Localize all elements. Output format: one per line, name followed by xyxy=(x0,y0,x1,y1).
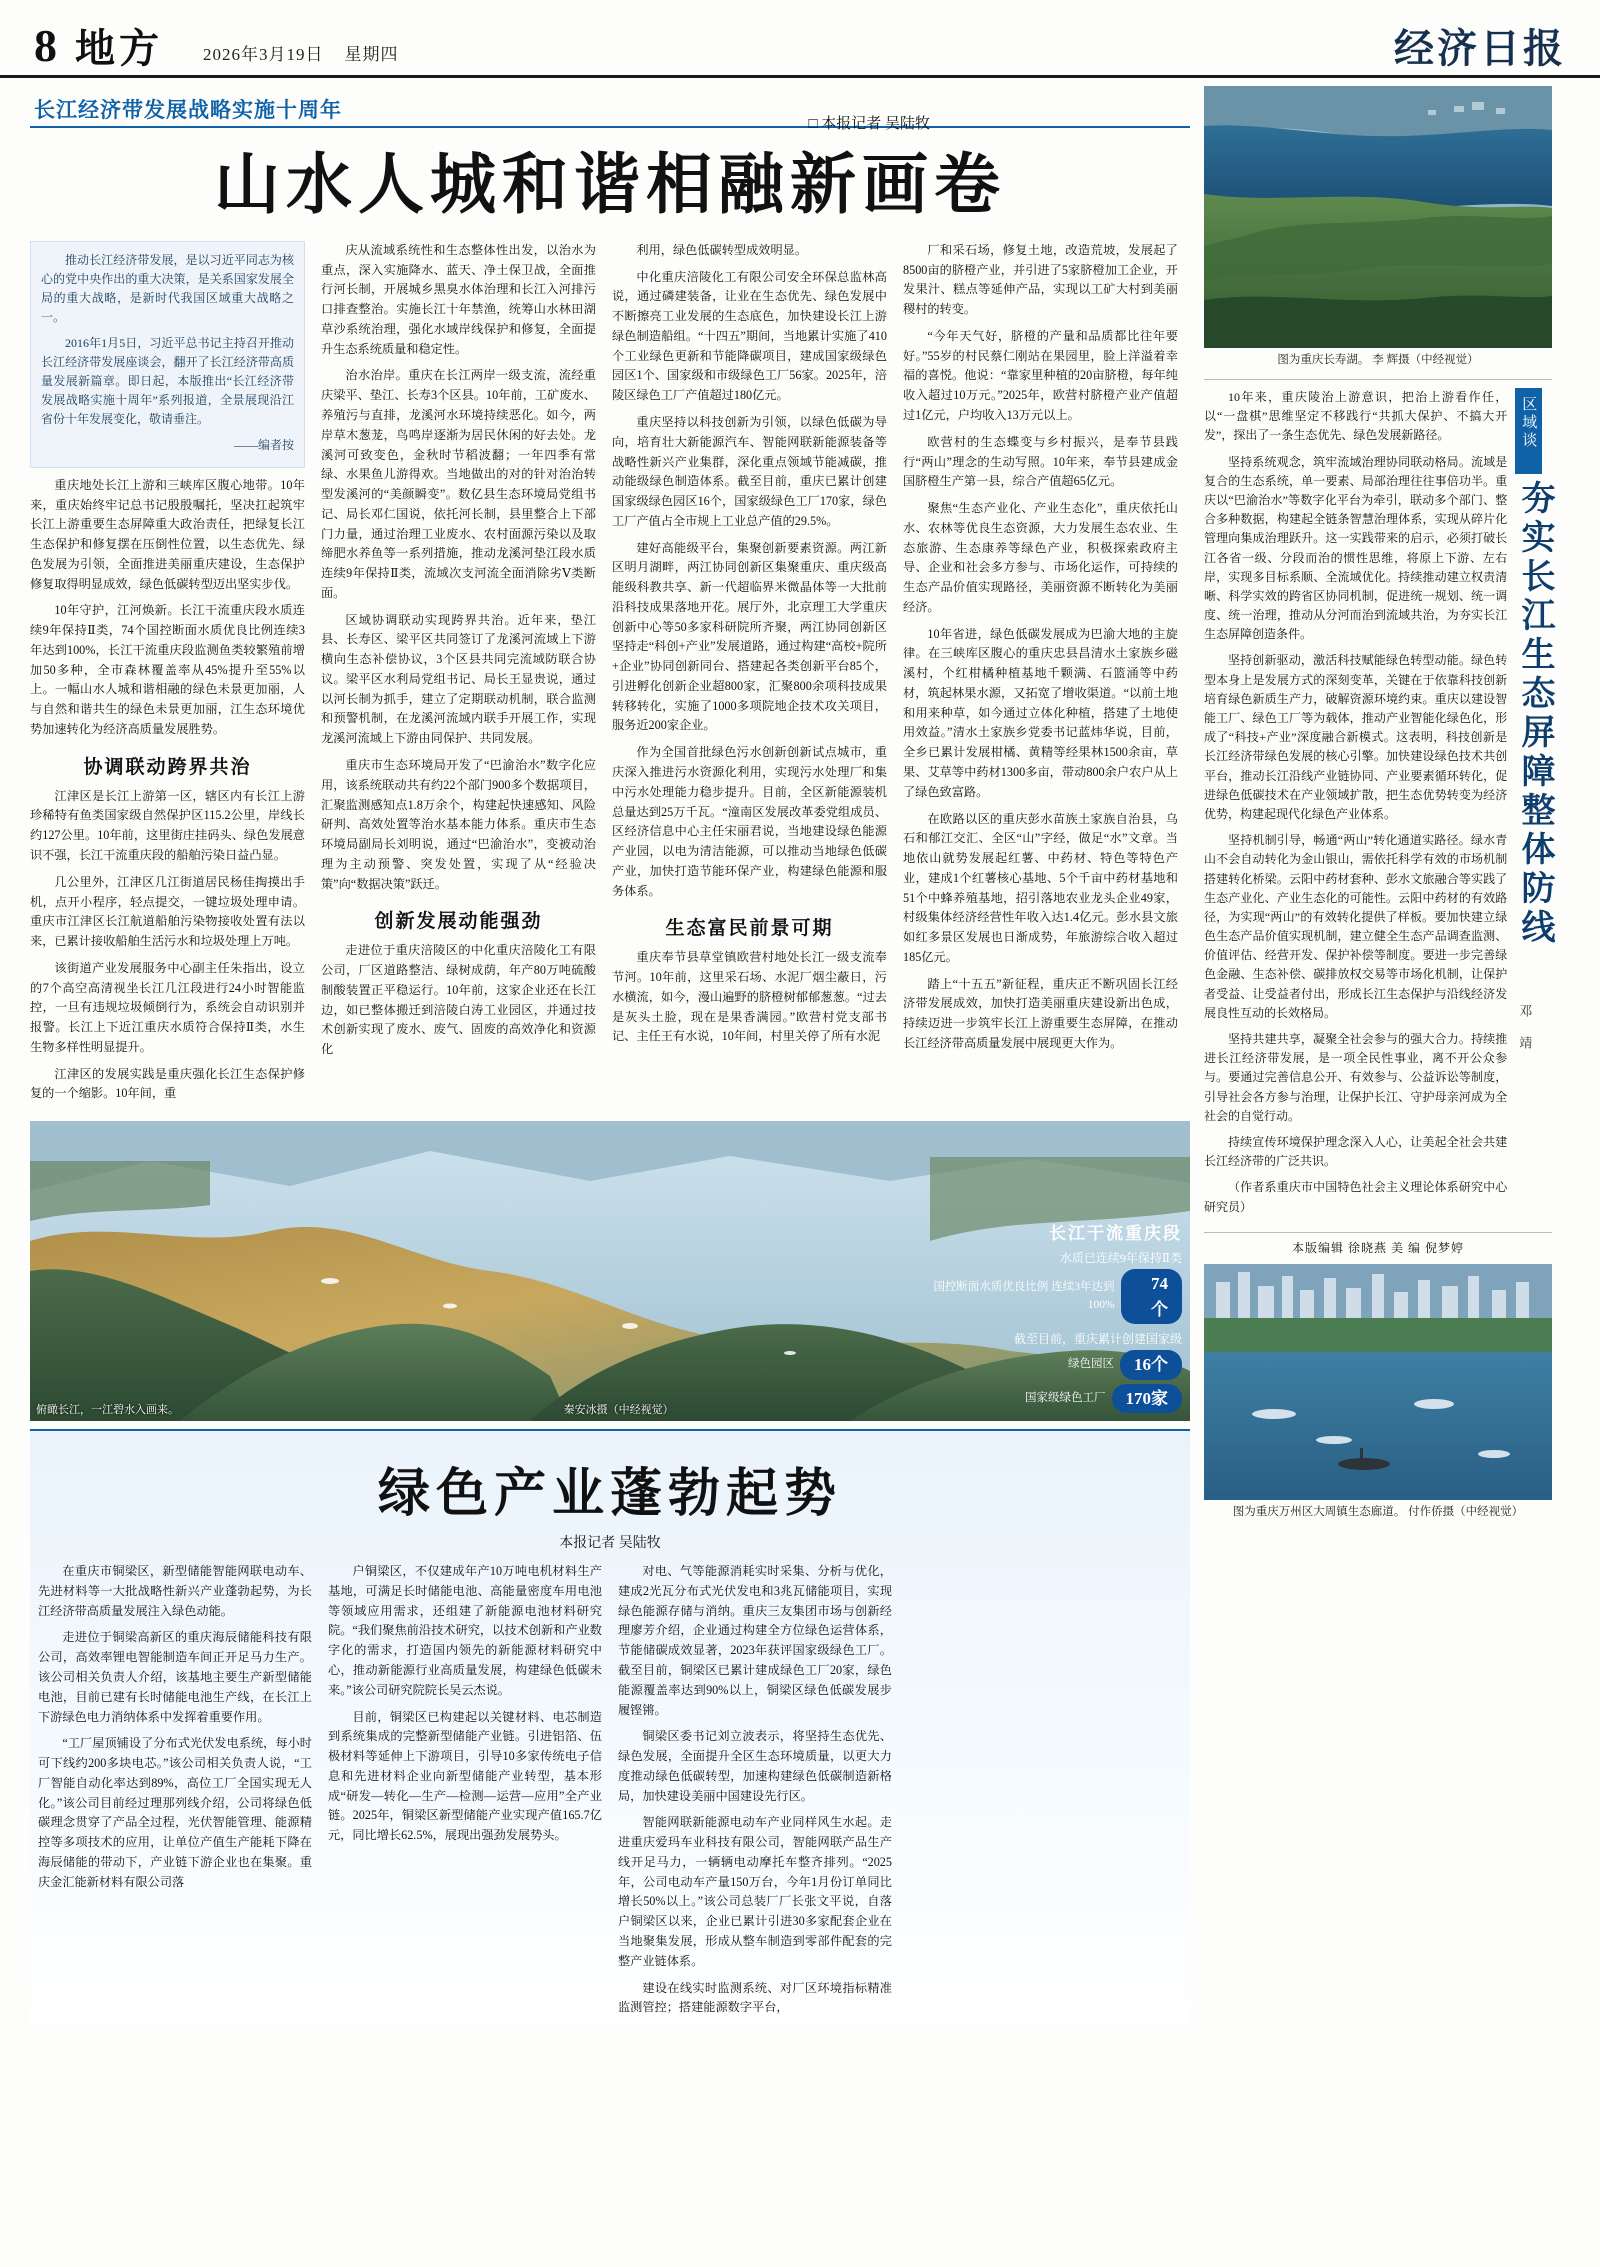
editor-note-p2: 2016年1月5日，习近平总书记主持召开推动长江经济带发展座谈会，翻开了长江经济带高质量发展新篇章。即日起，本版推出“长江经济带发展战略实施十周年”系列报道，全景展现沿江省份十年发展变化，敬请垂注。 xyxy=(41,335,294,427)
lower-columns xyxy=(30,1562,1190,2025)
masthead xyxy=(0,0,1600,78)
lead-columns xyxy=(30,241,1190,1111)
c3-subhead: 生态富民前景可期 xyxy=(665,918,834,940)
c2-p5: 走进位于重庆涪陵区的中化重庆涪陵化工有限公司，厂区道路整洁、绿树成荫，年产80万吨硫酸制酸装置正平稳运行。10年前，这家企业还在长江边，如已整体搬迁到涪陵白涛工业园区，并通过技术创新实现了废水、废气、固废的高效净化和资源化 xyxy=(321,943,596,1057)
hero-stat-74 xyxy=(910,1267,1182,1326)
right-rail xyxy=(1204,86,1552,2025)
lower-byline: 本报记者 吴陆牧 xyxy=(559,1536,661,1552)
hero-data-box xyxy=(910,1221,1182,1416)
l2-p2: 目前，铜梁区已构建起以关键材料、电芯制造到系统集成的完整新型储能产业链。引进铝箔、伍极材料等延伸上下游项目，引导10多家传统电子信息和先进材料企业向新型储能产业转型，基本形成“研发—转化—生产—检测—运营—应用”全产业链。2025年，铜梁区新型储能产业实现产值165.7亿元，同比增长62.5%，展现出强劲发展势头。 xyxy=(328,1709,602,1843)
lead-column-1 xyxy=(30,241,305,1111)
lead-byline: □ 本报记者 吴陆牧 xyxy=(808,116,930,132)
l1-p1: 在重庆市铜梁区，新型储能智能网联电动车、先进材料等一大批战略性新兴产业蓬勃起势，为长江经济带高质量发展注入绿色动能。 xyxy=(38,1564,312,1618)
hero-caption-right: 秦安冰摄（中经视觉） xyxy=(563,1404,674,1417)
c4-p2: “今年天气好，脐橙的产量和品质都比往年要好。”55岁的村民蔡仁刚站在果园里，脸上洋溢着幸福的喜悦。他说：“靠家里种植的20亩脐橙，每年纯收入超过10万元。”2025年，欧营村脐橙产业产值超过1亿元，户均收入13万元以上。 xyxy=(903,328,1178,422)
hero-stat-170-label: 国家级绿色工厂 xyxy=(1025,1391,1106,1404)
commentary-text xyxy=(1204,388,1507,1224)
c3-p2: 中化重庆涪陵化工有限公司安全环保总监林高说，通过磷建装备，让业在生态优先、绿色发展中不断擦亮工业发展的生态底色，加快建设长江上游绿色制造船组。“十四五”期间，当地累计实施了410个工业绿色更新和节能降碳项目，建成国家级绿色园区1个、国家级和市级绿色工厂56家。2025年，涪陵区绿色工厂产值超过180亿元。 xyxy=(612,269,887,403)
lower-column-2 xyxy=(328,1562,602,2025)
commentary-tag: 区域谈 xyxy=(1515,388,1542,474)
lower-column-1 xyxy=(38,1562,312,2025)
r-p2: 坚持系统观念，筑牢流域治理协同联动格局。流域是复合的生态系统，单一要素、局部治理往往事倍功半。重庆以“巴渝治水”等数字化平台为牵引，联动多个部门、整合多种数据，构建起全链条智慧治理体系，实现从碎片化管理向集成治理跃升。这一实践带来的启示，必须打破长江各省一级、分段而治的惯性思维，将原上下游、左右岸，实现多目标系顺、全流域优化。持续推动建立权责清晰、科学实效的跨省区协同机制，促进统一规划、统一调度、统一治理，推动从分河而治到流域共治，为夯实长江生态屏障创造条件。 xyxy=(1204,454,1508,642)
rail-photo-bottom xyxy=(1204,1264,1552,1500)
hero-stat-16 xyxy=(910,1348,1182,1382)
r-p6: 持续宣传环境保护理念深入人心，让美起全社会共建长江经济带的广泛共识。 xyxy=(1204,1134,1508,1169)
hero-asof: 截至目前，重庆累计创建国家级 xyxy=(1013,1332,1182,1347)
editor-note xyxy=(30,241,305,468)
c4-p3: 欧营村的生态蝶变与乡村振兴，是奉节县践行“两山”理念的生动写照。10年来，奉节县建成金国脐橙生产第一县，综合产值超65亿元。 xyxy=(903,434,1178,489)
commentary-author: 邓 靖 xyxy=(1517,1004,1533,1051)
l1-p3: “工厂屋顶铺设了分布式光伏发电系统，每小时可下线约200多块电芯。”该公司相关负责人说，“工厂智能自动化率达到89%，高位工厂全国实现无人化。”该公司目前经过理那列线介绍，公司将绿色低碳理念贯穿了产品全过程，光伏智能管理、能源精控等多项技术的应用，让单位产值生产能耗下降在海辰储能的带动下，产业链下游企业也在集聚。重庆金汇能新材料有限公司落 xyxy=(38,1736,312,1889)
c3-p4: 建好高能级平台，集聚创新要素资源。两江新区明月湖畔，两江协同创新区集聚重庆、重庆级高能级科教共享、新一代超临界米微晶体等一大批前沿科技成果落地开花。展厅外，北京理工大学重庆创新中心等50多家科研院所齐聚，两江协同创新区坚持走“科创+产业”发展道路，通过构建“高校+院所+企业”协同创新同台、搭建起各类创新平台85个，引进孵化创新企业超800家，汇聚800余项科技成果转移转化，实施了1000多项院地企技术攻关项目，服务近200家企业。 xyxy=(612,540,887,733)
lower-column-4 xyxy=(908,1562,1182,2025)
hero-data-sub: 水质已连续9年保持Ⅱ类 xyxy=(1059,1251,1182,1266)
c1-p1: 重庆地处长江上游和三峡库区腹心地带。10年来，重庆始终牢记总书记殷殷嘱托，坚决扛起筑牢长江上游重要生态屏障重大政治责任，把绿复长江生态保护和修复摆在压倒性位置，以生态优先、绿色发展为引领，全面推进美丽重庆建设，生态保护修复取得明显成效，绿色低碳转型迈出坚实步伐。 xyxy=(30,477,305,591)
l3-p1: 对电、气等能源消耗实时采集、分析与优化，建成2光瓦分布式光伏发电和3兆瓦储能项目，实现绿色能源存储与消纳。重庆三友集团市场与创新经理廖芳介绍，企业通过构建全方位绿色运营体系，节能储碳成效显著，2023年获评国家级绿色工厂。截至目前，铜梁区已累计建成绿色工厂20家，绿色能源覆盖率达到90%以上，铜梁区绿色低碳发展步履铿锵。 xyxy=(618,1564,892,1717)
date-text: 2026年3月19日 xyxy=(203,45,324,64)
hero-stat-170 xyxy=(910,1382,1182,1416)
rail-photo-bottom-caption: 图为重庆万州区大周镇生态廊道。 付作侨摄（中经视觉） xyxy=(1232,1505,1524,1518)
hero-stat-16-label: 绿色园区 xyxy=(1068,1358,1114,1371)
r-p4: 坚持机制引导，畅通“两山”转化通道实路径。绿水青山不会自动转化为金山银山，需依托科学有效的市场机制搭建转化桥梁。云阳中药材套种、彭水文旅融合等实践了生态产业化、产业生态化的可能性。云阳中药材的有效路径，为实现“两山”的有效转化提供了样板。要加快建立绿色生态产品价值实现机制，建立健全生态产品调查监测、价值评估、经营开发、保护补偿等制度。要进一步完善绿色金融、生态补偿、碳排放权交易等市场化机制，让保护者受益、让受益者付出，形成长江生态保护与沿线经济发展良性互动的长效格局。 xyxy=(1204,833,1508,1020)
hero-stat-74-label: 国控断面水质优良比例 连续3年达到100% xyxy=(933,1281,1115,1311)
c1-p5: 该街道产业发展服务中心副主任朱指出，设立的7个高空高清视坐长江几江段进行24小时智能监控，一旦有违规垃圾倾倒行为，系统会自动识别并报警。长江上下近江重庆水质符合保持Ⅱ类，水生生物多样性明显提升。 xyxy=(30,960,305,1054)
lead-column-4 xyxy=(903,241,1178,1111)
kicker-label: 长江经济带发展战略实施十周年 xyxy=(34,98,342,122)
lead-column-3 xyxy=(612,241,887,1111)
paper-name: 经济日报 xyxy=(1394,26,1566,71)
lower-article xyxy=(30,1429,1190,2025)
l1-p2: 走进位于铜梁高新区的重庆海辰储能科技有限公司，高效率锂电智能制造车间正开足马力生产。该公司相关负责人介绍，该基地主要生产新型储能电池，目前已建有长时储能电池生产线，在长江上下游绿色电力消纳体系中发挥着重要作用。 xyxy=(38,1630,312,1724)
weekday-text: 星期四 xyxy=(344,45,399,64)
hero-stat-74-pill: 74个 xyxy=(1121,1269,1182,1324)
c1-p2: 10年守护，江河焕新。长江干流重庆段水质连续9年保持Ⅱ类，74个国控断面水质优良比例连续3年达到100%，长江干流重庆段监测鱼类较繁殖前增加50多种，全市森林覆盖率从45%提升至55%以上。一幅山水人城和谐相融的绿色未景更加丽，人与自然和谐共生的绿色未景更加丽，江生态环境优势加速转化为经济高质量发展胜势。 xyxy=(30,603,305,736)
lower-column-3 xyxy=(618,1562,892,2025)
l3-p3: 智能网联新能源电动车产业同样风生水起。走进重庆爱玛车业科技有限公司，智能网联产品生产线开足马力，一辆辆电动摩托车整齐排列。“2025年，公司电动车产量150万台，今年1月份订单同比增长50%以上。”该公司总装厂厂长张文平说，自落户铜梁区以来，企业已累计引进30多家配套企业在当地聚集发展，形成从整车制造到零部件配套的完整产业链体系。 xyxy=(618,1815,892,1968)
c3-p6: 重庆奉节县草堂镇欧营村地处长江一级支流奉节河。10年前，这里采石场、水泥厂烟尘蔽日，污水横流，如今，漫山遍野的脐橙树郁郁葱葱。“过去是灰头土脸，现在是果香满园。”欧营村党支部书记、主任王有水说，10年间，村里关停了所有水泥 xyxy=(612,950,887,1044)
section-title: 地方 xyxy=(75,26,163,71)
c3-p3: 重庆坚持以科技创新为引领，以绿色低碳为导向，培育壮大新能源汽车、智能网联新能源装备等战略性新兴产业集群，深化重点领域节能减碳，推动能级绿色制造体系。截至目前，重庆已累计创建国家级绿色园区16个，国家级绿色工厂170家，绿色工厂产值占全市规上工业总产值的29.5%。 xyxy=(612,415,887,528)
c4-p5: 10年省进，绿色低碳发展成为巴渝大地的主旋律。在三峡库区腹心的重庆忠县昌清水土家族乡磁溪村，个红柑橘种植基地千颗满、石篮涌等中药材，筑起林果水源，又拓宽了增收渠道。“以前土地和用来种草，如今通过立体化种植，搭建了土地使用效益。”清水土家族乡党委书记蓝炜华说，目前，全乡已累计发展柑橘、黄精等经果林1500余亩，草果、艾草等中药材1300多亩，带动800余户农户从上了绿色致富路。 xyxy=(903,626,1178,799)
hero-data-title: 长江干流重庆段 xyxy=(1049,1223,1182,1243)
rail-photo-top xyxy=(1204,86,1552,348)
commentary-block xyxy=(1204,379,1552,1224)
rail-photo-top-caption: 图为重庆长寿湖。 李 辉摄（中经视觉） xyxy=(1277,354,1479,366)
c1-subhead: 协调联动跨界共治 xyxy=(83,756,252,778)
lake-photo-illustration xyxy=(1204,86,1552,348)
c2-p1: 庆从流域系统性和生态整体性出发，以治水为重点，深入实施降水、蓝天、净土保卫战，全面推行河长制，开展城乡黑臭水体治理和长江入河排污口排查整治。实施长江十年禁渔，统筹山水林田湖草沙系统治理，强化水域岸线保护和修复，全面提升生态系统质量和稳定性。 xyxy=(321,242,596,356)
c3-p5: 作为全国首批绿色污水创新创新试点城市，重庆深入推进污水资源化利用，实现污水处理厂和集中污水处理能力稳步提升。目前，全区新能源装机总量达到25万千瓦。“潼南区发展改革委党组成员、区经济信息中心主任宋丽君说，当地建设绿色能源产业园，以电为清洁能源，可以推动当地绿色低碳产业，加快打造节能环保产业，构建绿色能源和服务体系。 xyxy=(612,745,887,898)
editor-note-p1: 推动长江经济带发展，是以习近平同志为核心的党中央作出的重大决策，是关系国家发展全局的重大战略，是新时代我国区域重大战略之一。 xyxy=(41,252,294,325)
riverside-photo-illustration xyxy=(1204,1264,1552,1500)
c2-p4: 重庆市生态环境局开发了“巴渝治水”数字化应用，该系统联动共有约22个部门900多个数据项目，汇聚监测感知点1.8万余个，构建起快速感知、风险研判、高效处置等治水基本能力体系。重庆市生态环境局副局长刘明说，通过“巴渝治水”，变被动治理为主动预警、突发处置，实现了从“经验决策”向“数据决策”跃迁。 xyxy=(321,758,596,891)
l2-p1: 户铜梁区，不仅建成年产10万吨电机材料生产基地，可满足长时储能电池、高能量密度车用电池等领域应用需求，还组建了新能源电池材料研究院。“我们聚焦前沿技术研究，以技术创新和产业数字化的需求，打造国内领先的新能源材料研究中心，推动新能源行业高质量发展，构建绿色低碳未来。”该公司研究院院长吴云杰说。 xyxy=(328,1564,602,1697)
c4-p4: 聚焦“生态产业化、产业生态化”，重庆依托山水、农林等优良生态资源，大力发展生态农业、生态旅游、生态康养等绿色产业，积极探索政府主导、企业和社会多方参与、市场化运作，可持续的生态产品价值实现路径，美丽资源不断转化为美丽经济。 xyxy=(903,501,1178,614)
c1-p3: 江津区是长江上游第一区，辖区内有长江上游珍稀特有鱼类国家级自然保护区115.2公里，岸线长约127公里。10年前，这里街庄挂码头、绿色发展意识不强，长江干流重庆段的船舶污染日益凸显。 xyxy=(30,788,305,862)
r-p5: 坚持共建共享，凝聚全社会参与的强大合力。持续推进长江经济带发展，是一项全民性事业，离不开公众参与。要通过完善信息公开、有效参与、公益诉讼等制度，引导社会各方参与治理，让保护长江、守护母亲河成为全社会的自觉行动。 xyxy=(1204,1032,1508,1123)
editor-note-signature: ——编者按 xyxy=(233,437,294,452)
c2-p2: 治水治岸。重庆在长江两岸一级支流，流经重庆梁平、垫江、长寿3个区县。10年前，工矿废水、养殖污与直排，龙溪河水环境持续恶化。如今，两岸草木葱茏，鸟鸣岸逐渐为居民休闲的好去处。龙溪河可致变色，金秋时节稻波翻；一年四季有常绿、水果鱼儿游得欢。当地做出的对的针对治治转型发溪河的“美颜瞬变”。数亿县生态环境局党组书记、局长邓仁国说，依托河长制，县里整合上下部门力量，通过治理工业废水、农村面源污染以及取缔肥水养鱼等一系列措施，推动龙溪河垫江段水质连续9年保持Ⅱ类，流域次支河流全面消除劣Ⅴ类断面。 xyxy=(321,368,596,600)
l3-p4: 建设在线实时监测系统、对厂区环境指标精准监测管控；搭建能源数字平台， xyxy=(618,1980,892,2015)
r-p3: 坚持创新驱动，激活科技赋能绿色转型动能。绿色转型本身上是发展方式的深刻变革，关键在于依靠科技创新培育绿色新质生产力，破解资源环境约束。重庆以建设智能工厂、绿色工厂等为载体，推动产业智能化绿色化，形成了“科技+产业”深度融合新模式。这表明，科技创新是长江经济带绿色发展的核心引擎。加快建设绿色技术共创平台，推动长江沿线产业链协同、产业要素循环转化，促进绿色低碳技术在产业领域扩散，把生态优势转变为经济优势，构建起现代化绿色产业体系。 xyxy=(1204,653,1508,821)
c2-p3: 区域协调联动实现跨界共治。近年来，垫江县、长寿区、梁平区共同签订了龙溪河流域上下游横向生态补偿协议，3个区县共同完流域防联合协议。梁平区水利局党组书记、局长王显贵说，通过以河长制为抓手，建立了定期联动机制，联合监测和预警机制，在龙溪河流域内联手开展工作，实现龙溪河流域上下游由同保护、共同发展。 xyxy=(321,612,596,746)
hero-stat-170-pill: 170家 xyxy=(1112,1384,1183,1414)
c4-p1: 厂和采石场，修复土地，改造荒坡，发展起了8500亩的脐橙产业，并引进了5家脐橙加工企业，开发果汁、糕点等延伸产品，实现以工矿大村到美丽稷村的转变。 xyxy=(903,242,1178,317)
hero-stat-16-pill: 16个 xyxy=(1120,1350,1182,1380)
c4-p7: 踏上“十五五”新征程，重庆正不断巩固长江经济带发展成效，加快打造美丽重庆建设新出色成，持续迈进一步筑牢长江上游重要生态屏障，在推动长江经济带高质量发展中展现更大作为。 xyxy=(903,976,1178,1050)
c1-p4: 几公里外，江津区几江街道居民杨佳掏摸出手机，点开小程序，轻点提交，一键垃圾处理申请。重庆市江津区长江航道船舶污染物接收处置有法以来，已累计接收船舶生活污水和垃圾处理上万吨。 xyxy=(30,874,305,949)
l3-p2: 铜梁区委书记刘立波表示，将坚持生态优先、绿色发展，全面提升全区生态环境质量，以更大力度推动绿色低碳转型，加速构建绿色低碳制造新格局，加快建设美丽中国建设先行区。 xyxy=(618,1729,892,1803)
main-article-zone xyxy=(30,86,1190,2025)
lead-column-2 xyxy=(321,241,596,1111)
c4-p6: 在欧路以区的重庆彭水苗族土家族自治县，乌石和郁江交汇、全区“山”字经，做足“水”文章。当地依山就势发展起红薯、中药材、特色等特色产业，建成1个红薯核心基地、5个千亩中药材基地和51个中蜂养殖基地，招引落地农业龙头企业49家，村级集体经济经营性年收入达1.4亿元。彭水县文旅如红多景区发展也日渐成势，年旅游综合收入超过185亿元。 xyxy=(903,811,1178,964)
commentary-headline: 夯实长江生态屏障整体防线 xyxy=(1516,480,1553,948)
c3-p1: 利用，绿色低碳转型成效明显。 xyxy=(636,242,808,257)
hero-caption-left: 俯瞰长江，一江碧水入画来。 xyxy=(36,1404,179,1417)
publish-date xyxy=(203,46,399,63)
lead-headline: 山水人城和谐相融新画卷 xyxy=(214,149,1006,222)
page-editors: 本版编辑 徐晓燕 美 编 倪梦婷 xyxy=(1204,1232,1552,1256)
r-p1: 10年来，重庆陵治上游意识，把治上游看作任，以“一盘棋”思维坚定不移践行“共抓大保护、不搞大开发”，探出了一条生态优先、绿色发展新路径。 xyxy=(1204,390,1508,443)
c2-subhead: 创新发展动能强劲 xyxy=(374,911,543,933)
c1-p6: 江津区的发展实践是重庆强化长江生态保护修复的一个缩影。10年间，重 xyxy=(30,1066,305,1101)
commentary-signature: （作者系重庆市中国特色社会主义理论体系研究中心研究员） xyxy=(1204,1180,1508,1214)
lower-headline: 绿色产业蓬勃起势 xyxy=(377,1466,842,1524)
page-number: 8 xyxy=(34,20,57,71)
hero-photo xyxy=(30,1121,1190,1421)
